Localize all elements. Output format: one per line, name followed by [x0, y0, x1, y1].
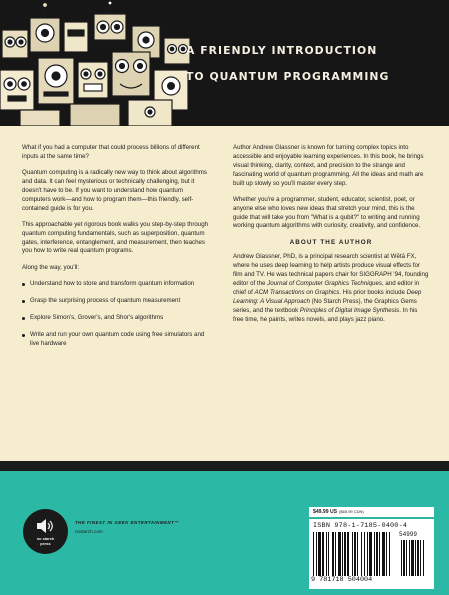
no-starch-press-logo: [23, 509, 68, 554]
barcode-bars: [313, 532, 431, 576]
feature-item: Grasp the surprising process of quantum measurement: [22, 297, 212, 306]
cover-header-band: [0, 0, 449, 126]
barcode-addon-number: 54999: [399, 531, 418, 538]
about-author-heading: ABOUT THE AUTHOR: [289, 238, 373, 246]
bio-italic-principles: Principles of Digital Image Synthesis: [299, 306, 400, 314]
footer-dark-band: [0, 461, 449, 471]
bio-italic-acm: ACM Transactions on Graphics: [254, 289, 340, 297]
feature-item: Write and run your own quantum code using free simulators and live hardware: [22, 331, 212, 349]
feature-list: [22, 280, 212, 349]
bio-text: (No Starch Press), the Graphics Gems series, and the textbook: [233, 297, 417, 314]
speaker-icon: [35, 517, 56, 535]
price-us: $49.99 US: [313, 509, 338, 515]
price-label: [309, 507, 434, 517]
bio-text: . His prior books include: [339, 289, 407, 297]
bio-italic-deep-learning: Deep Learning: A Visual Approach: [233, 289, 422, 305]
overview-paragraph: Quantum computing is a radically new way to think about algorithms and data. It can feel mysterious or technically challenging, but it doesn't have to be. If you want to understand how quantum computers work—and how to program them—this friendly, self-contained guide is for you.: [22, 169, 207, 212]
bio-italic-journal: Journal of Computer Graphics Techniques: [267, 280, 382, 288]
author-bio-paragraph: [233, 253, 429, 324]
audience-paragraph: Whether you're a programmer, student, educator, scientist, poet, or anyone else who loves new ideas that stretch your mind, this is the guide that will take you from "What is a qubit?" to writing and running working quantum algorithms with curiosity, creativity, and confidence.: [233, 195, 421, 230]
headline-line-1: A FRIENDLY INTRODUCTION: [186, 44, 378, 57]
bio-text: , and editor in chief of: [233, 280, 420, 297]
intro-paragraph: What if you had a computer that could process billions of different inputs at the same time?: [22, 144, 200, 160]
feature-item: Explore Simon's, Grover's, and Shor's algorithms: [22, 314, 212, 323]
logo-word-press: press: [40, 541, 51, 546]
isbn-text: ISBN 978-1-7185-0400-4: [313, 522, 408, 530]
bullets-lead: Along the way, you'll:: [22, 263, 80, 271]
headline-line-2: TO QUANTUM PROGRAMMING: [186, 70, 390, 83]
bio-text: . In his free time, he paints, writes novels, and plays jazz piano.: [233, 306, 418, 323]
isbn-barcode: [309, 519, 434, 589]
right-column: [233, 144, 429, 332]
publisher-website: nostarch.com: [75, 529, 103, 534]
price-cdn: ($65.99 CDN): [339, 509, 364, 514]
left-column: [22, 144, 212, 357]
feature-item: Understand how to store and transform quantum information: [22, 280, 212, 289]
publisher-tagline: THE FINEST IN GEEK ENTERTAINMENT™: [75, 520, 180, 525]
barcode-number: 9 781718 504004: [311, 576, 373, 584]
bio-text: Andrew Glassner, PhD, is a principal research scientist at Wētā FX, where he uses deep learning to help artists produce visual effects for film and TV. He was technical papers chair for SIGGRAPH '94, founding editor of the: [233, 253, 429, 288]
approach-paragraph: This approachable yet rigorous book walks you step-by-step through quantum computing fundamentals, such as superposition, quantum gates, interference, entanglement, and measurement, then teaches you how to write real quantum programs.: [22, 220, 209, 255]
author-intro-paragraph: Author Andrew Glassner is known for turning complex topics into accessible and enjoyable learning experiences. In this book, he brings visual thinking, clarity, context, and precision to the strange and fascinating world of quantum programming. All the ideas and math are built up slowly so you'll master every step.: [233, 144, 424, 187]
logo-word-no-starch: no starch: [36, 536, 55, 541]
robot-crowd-illustration: [0, 0, 200, 126]
cover-headline: [186, 38, 441, 90]
